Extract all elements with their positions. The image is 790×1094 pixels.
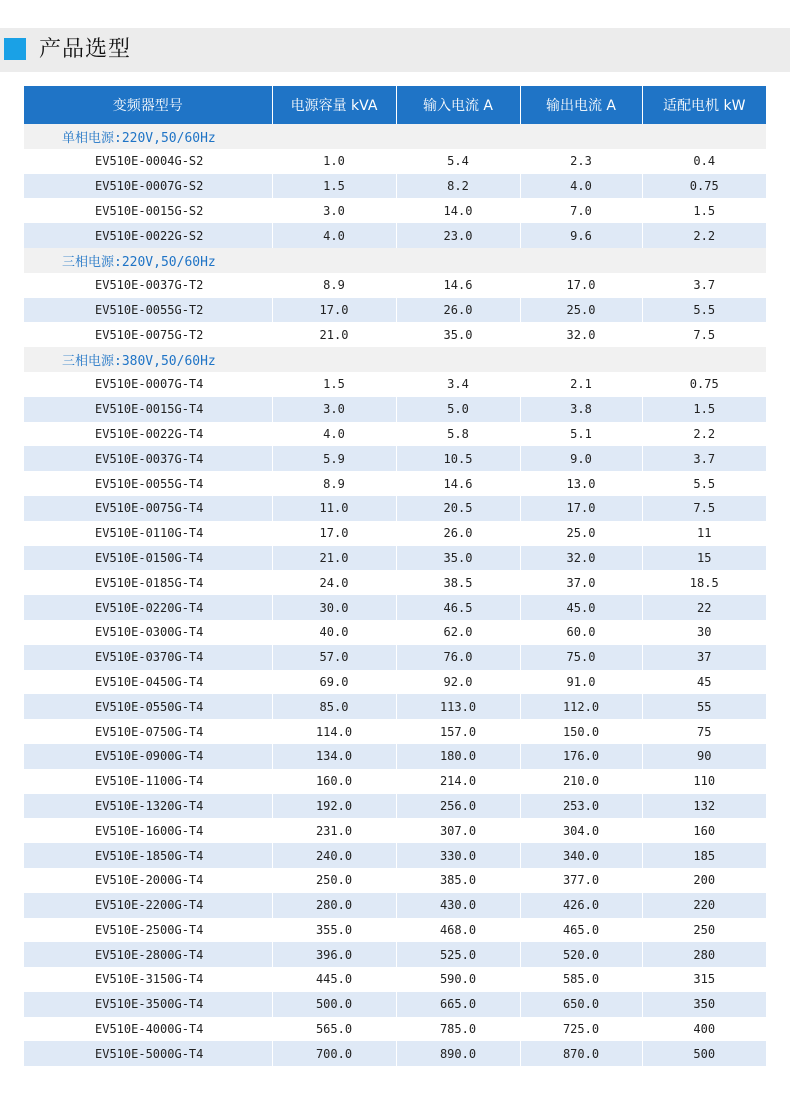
table-row	[24, 645, 766, 670]
cell-output-current: 17.0	[520, 496, 642, 521]
table-row	[24, 744, 766, 769]
cell-model: EV510E-0900G-T4	[24, 744, 272, 769]
cell-motor-power: 250	[642, 918, 766, 943]
cell-capacity: 565.0	[272, 1017, 396, 1042]
cell-input-current: 23.0	[396, 223, 520, 248]
table-row	[24, 942, 766, 967]
cell-motor-power: 500	[642, 1041, 766, 1066]
cell-input-current: 525.0	[396, 942, 520, 967]
cell-model: EV510E-1320G-T4	[24, 794, 272, 819]
cell-motor-power: 350	[642, 992, 766, 1017]
cell-model: EV510E-3150G-T4	[24, 967, 272, 992]
table-row	[24, 149, 766, 174]
cell-input-current: 20.5	[396, 496, 520, 521]
cell-output-current: 304.0	[520, 818, 642, 843]
cell-model: EV510E-5000G-T4	[24, 1041, 272, 1066]
cell-motor-power: 3.7	[642, 273, 766, 298]
cell-output-current: 9.6	[520, 223, 642, 248]
cell-input-current: 307.0	[396, 818, 520, 843]
cell-input-current: 590.0	[396, 967, 520, 992]
cell-model: EV510E-0075G-T4	[24, 496, 272, 521]
cell-motor-power: 0.4	[642, 149, 766, 174]
cell-input-current: 180.0	[396, 744, 520, 769]
cell-output-current: 5.1	[520, 422, 642, 447]
cell-model: EV510E-0150G-T4	[24, 546, 272, 571]
cell-motor-power: 45	[642, 670, 766, 695]
cell-input-current: 46.5	[396, 595, 520, 620]
cell-output-current: 2.1	[520, 372, 642, 397]
cell-model: EV510E-0037G-T2	[24, 273, 272, 298]
cell-capacity: 192.0	[272, 794, 396, 819]
cell-model: EV510E-0075G-T2	[24, 322, 272, 347]
cell-motor-power: 220	[642, 893, 766, 918]
cell-input-current: 785.0	[396, 1017, 520, 1042]
cell-capacity: 280.0	[272, 893, 396, 918]
table-row	[24, 595, 766, 620]
cell-output-current: 725.0	[520, 1017, 642, 1042]
column-header-motor-power: 适配电机 kW	[642, 86, 766, 124]
cell-input-current: 330.0	[396, 843, 520, 868]
table-row	[24, 1017, 766, 1042]
cell-input-current: 14.0	[396, 198, 520, 223]
cell-capacity: 396.0	[272, 942, 396, 967]
section-row	[24, 124, 766, 149]
cell-input-current: 256.0	[396, 794, 520, 819]
cell-output-current: 17.0	[520, 273, 642, 298]
cell-motor-power: 110	[642, 769, 766, 794]
cell-capacity: 114.0	[272, 719, 396, 744]
cell-capacity: 355.0	[272, 918, 396, 943]
cell-capacity: 69.0	[272, 670, 396, 695]
cell-input-current: 14.6	[396, 273, 520, 298]
cell-output-current: 13.0	[520, 471, 642, 496]
cell-input-current: 8.2	[396, 174, 520, 199]
table-row	[24, 422, 766, 447]
cell-motor-power: 0.75	[642, 372, 766, 397]
cell-output-current: 426.0	[520, 893, 642, 918]
cell-capacity: 57.0	[272, 645, 396, 670]
cell-motor-power: 18.5	[642, 570, 766, 595]
section-row	[24, 347, 766, 372]
cell-output-current: 25.0	[520, 298, 642, 323]
table-row	[24, 893, 766, 918]
cell-output-current: 112.0	[520, 694, 642, 719]
table-row	[24, 298, 766, 323]
cell-input-current: 113.0	[396, 694, 520, 719]
cell-input-current: 35.0	[396, 322, 520, 347]
cell-input-current: 214.0	[396, 769, 520, 794]
cell-input-current: 665.0	[396, 992, 520, 1017]
cell-motor-power: 2.2	[642, 223, 766, 248]
cell-motor-power: 2.2	[642, 422, 766, 447]
cell-input-current: 468.0	[396, 918, 520, 943]
cell-model: EV510E-0015G-S2	[24, 198, 272, 223]
cell-capacity: 21.0	[272, 322, 396, 347]
table-row	[24, 818, 766, 843]
cell-model: EV510E-0055G-T2	[24, 298, 272, 323]
cell-capacity: 3.0	[272, 397, 396, 422]
cell-model: EV510E-2000G-T4	[24, 868, 272, 893]
cell-output-current: 25.0	[520, 521, 642, 546]
cell-capacity: 160.0	[272, 769, 396, 794]
cell-motor-power: 15	[642, 546, 766, 571]
cell-motor-power: 3.7	[642, 446, 766, 471]
cell-input-current: 5.8	[396, 422, 520, 447]
cell-model: EV510E-2500G-T4	[24, 918, 272, 943]
product-selection-table	[24, 86, 766, 1066]
cell-output-current: 75.0	[520, 645, 642, 670]
cell-motor-power: 22	[642, 595, 766, 620]
cell-output-current: 9.0	[520, 446, 642, 471]
cell-capacity: 17.0	[272, 521, 396, 546]
cell-model: EV510E-2200G-T4	[24, 893, 272, 918]
cell-motor-power: 0.75	[642, 174, 766, 199]
table-header-row	[24, 86, 766, 124]
table-row	[24, 521, 766, 546]
cell-capacity: 40.0	[272, 620, 396, 645]
cell-motor-power: 37	[642, 645, 766, 670]
cell-model: EV510E-0750G-T4	[24, 719, 272, 744]
cell-model: EV510E-0004G-S2	[24, 149, 272, 174]
table-row	[24, 918, 766, 943]
cell-capacity: 134.0	[272, 744, 396, 769]
cell-output-current: 32.0	[520, 322, 642, 347]
cell-model: EV510E-0185G-T4	[24, 570, 272, 595]
cell-model: EV510E-0022G-S2	[24, 223, 272, 248]
cell-input-current: 10.5	[396, 446, 520, 471]
cell-model: EV510E-4000G-T4	[24, 1017, 272, 1042]
cell-motor-power: 30	[642, 620, 766, 645]
cell-model: EV510E-0007G-S2	[24, 174, 272, 199]
table-row	[24, 174, 766, 199]
section-title: 单相电源:220V,50/60Hz	[24, 124, 766, 149]
cell-capacity: 1.0	[272, 149, 396, 174]
cell-capacity: 11.0	[272, 496, 396, 521]
cell-capacity: 445.0	[272, 967, 396, 992]
cell-motor-power: 280	[642, 942, 766, 967]
cell-output-current: 7.0	[520, 198, 642, 223]
cell-output-current: 2.3	[520, 149, 642, 174]
cell-output-current: 650.0	[520, 992, 642, 1017]
cell-input-current: 3.4	[396, 372, 520, 397]
product-selection-table-wrap	[24, 86, 766, 1066]
cell-output-current: 585.0	[520, 967, 642, 992]
page-title: 产品选型	[39, 37, 132, 62]
cell-model: EV510E-0370G-T4	[24, 645, 272, 670]
cell-output-current: 37.0	[520, 570, 642, 595]
cell-output-current: 176.0	[520, 744, 642, 769]
column-header-output-current: 输出电流 A	[520, 86, 642, 124]
cell-output-current: 520.0	[520, 942, 642, 967]
header-accent-square	[4, 38, 26, 60]
cell-output-current: 32.0	[520, 546, 642, 571]
section-title: 三相电源:380V,50/60Hz	[24, 347, 766, 372]
cell-model: EV510E-0007G-T4	[24, 372, 272, 397]
cell-motor-power: 160	[642, 818, 766, 843]
cell-capacity: 4.0	[272, 422, 396, 447]
table-row	[24, 769, 766, 794]
table-body	[24, 124, 766, 1066]
cell-output-current: 3.8	[520, 397, 642, 422]
table-row	[24, 322, 766, 347]
cell-capacity: 17.0	[272, 298, 396, 323]
column-header-capacity: 电源容量 kVA	[272, 86, 396, 124]
cell-motor-power: 7.5	[642, 496, 766, 521]
cell-input-current: 890.0	[396, 1041, 520, 1066]
cell-capacity: 231.0	[272, 818, 396, 843]
table-row	[24, 794, 766, 819]
cell-capacity: 8.9	[272, 273, 396, 298]
cell-capacity: 5.9	[272, 446, 396, 471]
cell-motor-power: 5.5	[642, 298, 766, 323]
cell-capacity: 8.9	[272, 471, 396, 496]
cell-output-current: 4.0	[520, 174, 642, 199]
cell-model: EV510E-0015G-T4	[24, 397, 272, 422]
cell-output-current: 253.0	[520, 794, 642, 819]
cell-model: EV510E-0450G-T4	[24, 670, 272, 695]
cell-motor-power: 132	[642, 794, 766, 819]
cell-motor-power: 55	[642, 694, 766, 719]
table-row	[24, 843, 766, 868]
cell-output-current: 465.0	[520, 918, 642, 943]
cell-model: EV510E-2800G-T4	[24, 942, 272, 967]
cell-motor-power: 185	[642, 843, 766, 868]
cell-capacity: 4.0	[272, 223, 396, 248]
cell-output-current: 870.0	[520, 1041, 642, 1066]
cell-model: EV510E-0300G-T4	[24, 620, 272, 645]
cell-model: EV510E-0550G-T4	[24, 694, 272, 719]
table-row	[24, 570, 766, 595]
cell-input-current: 38.5	[396, 570, 520, 595]
cell-output-current: 210.0	[520, 769, 642, 794]
cell-input-current: 76.0	[396, 645, 520, 670]
cell-motor-power: 90	[642, 744, 766, 769]
table-row	[24, 496, 766, 521]
cell-input-current: 62.0	[396, 620, 520, 645]
cell-input-current: 5.0	[396, 397, 520, 422]
cell-capacity: 21.0	[272, 546, 396, 571]
cell-capacity: 240.0	[272, 843, 396, 868]
column-header-model: 变频器型号	[24, 86, 272, 124]
cell-capacity: 85.0	[272, 694, 396, 719]
cell-output-current: 91.0	[520, 670, 642, 695]
cell-model: EV510E-0110G-T4	[24, 521, 272, 546]
section-row	[24, 248, 766, 273]
cell-input-current: 26.0	[396, 521, 520, 546]
cell-motor-power: 200	[642, 868, 766, 893]
cell-input-current: 26.0	[396, 298, 520, 323]
cell-capacity: 3.0	[272, 198, 396, 223]
cell-output-current: 150.0	[520, 719, 642, 744]
cell-output-current: 377.0	[520, 868, 642, 893]
cell-input-current: 35.0	[396, 546, 520, 571]
cell-motor-power: 315	[642, 967, 766, 992]
cell-motor-power: 11	[642, 521, 766, 546]
cell-capacity: 700.0	[272, 1041, 396, 1066]
section-header	[0, 28, 790, 72]
cell-motor-power: 5.5	[642, 471, 766, 496]
table-row	[24, 546, 766, 571]
table-row	[24, 620, 766, 645]
cell-output-current: 60.0	[520, 620, 642, 645]
cell-capacity: 1.5	[272, 174, 396, 199]
table-row	[24, 397, 766, 422]
cell-capacity: 1.5	[272, 372, 396, 397]
cell-model: EV510E-0055G-T4	[24, 471, 272, 496]
cell-capacity: 500.0	[272, 992, 396, 1017]
table-row	[24, 1041, 766, 1066]
table-row	[24, 967, 766, 992]
table-row	[24, 992, 766, 1017]
cell-motor-power: 75	[642, 719, 766, 744]
cell-model: EV510E-0037G-T4	[24, 446, 272, 471]
cell-model: EV510E-3500G-T4	[24, 992, 272, 1017]
table-row	[24, 471, 766, 496]
table-row	[24, 198, 766, 223]
table-row	[24, 694, 766, 719]
cell-model: EV510E-1850G-T4	[24, 843, 272, 868]
cell-input-current: 14.6	[396, 471, 520, 496]
cell-motor-power: 7.5	[642, 322, 766, 347]
column-header-input-current: 输入电流 A	[396, 86, 520, 124]
table-row	[24, 223, 766, 248]
cell-input-current: 157.0	[396, 719, 520, 744]
table-row	[24, 868, 766, 893]
cell-model: EV510E-0022G-T4	[24, 422, 272, 447]
cell-capacity: 250.0	[272, 868, 396, 893]
cell-motor-power: 1.5	[642, 397, 766, 422]
cell-input-current: 5.4	[396, 149, 520, 174]
table-row	[24, 719, 766, 744]
table-row	[24, 670, 766, 695]
cell-capacity: 24.0	[272, 570, 396, 595]
cell-capacity: 30.0	[272, 595, 396, 620]
table-row	[24, 372, 766, 397]
table-row	[24, 446, 766, 471]
cell-model: EV510E-1600G-T4	[24, 818, 272, 843]
cell-model: EV510E-1100G-T4	[24, 769, 272, 794]
cell-motor-power: 400	[642, 1017, 766, 1042]
table-row	[24, 273, 766, 298]
cell-output-current: 340.0	[520, 843, 642, 868]
cell-model: EV510E-0220G-T4	[24, 595, 272, 620]
cell-motor-power: 1.5	[642, 198, 766, 223]
cell-input-current: 430.0	[396, 893, 520, 918]
section-title: 三相电源:220V,50/60Hz	[24, 248, 766, 273]
cell-input-current: 92.0	[396, 670, 520, 695]
cell-output-current: 45.0	[520, 595, 642, 620]
cell-input-current: 385.0	[396, 868, 520, 893]
